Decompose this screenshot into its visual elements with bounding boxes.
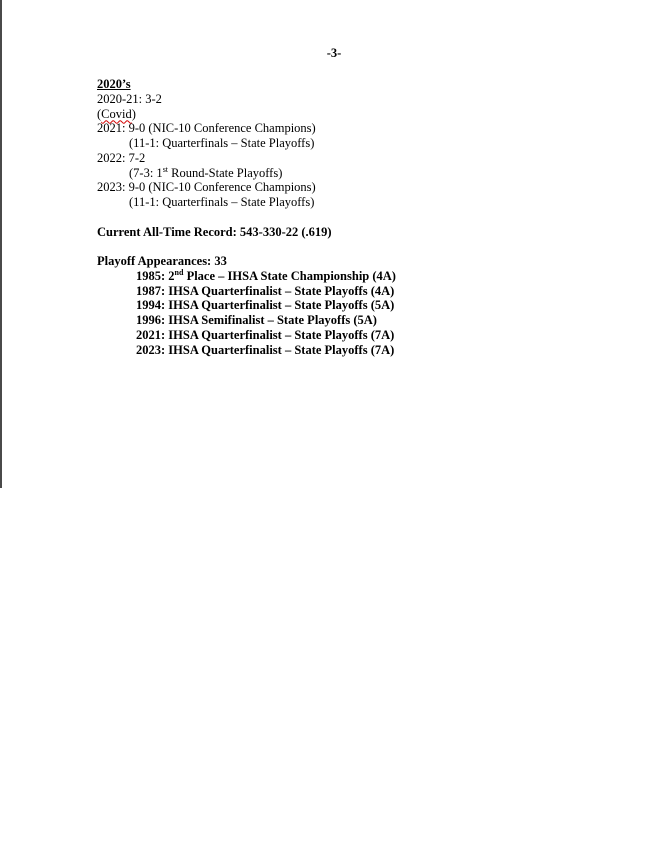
season-2023-detail: (11-1: Quarterfinals – State Playoffs) xyxy=(129,195,315,209)
season-2020-21-note: (Covid) xyxy=(97,106,136,121)
season-2022-detail-prefix: (7-3: 1 xyxy=(129,165,163,180)
playoff-highlight-1985 xyxy=(97,269,617,284)
spacer xyxy=(97,210,617,225)
playoff-highlight-2021: 2021: IHSA Quarterfinalist – State Playoffs (7A) xyxy=(136,327,395,342)
playoff-highlight-1985-prefix: 1985: 2 xyxy=(136,268,175,283)
season-2021-record: 2021: 9-0 (NIC-10 Conference Champions) xyxy=(97,121,316,136)
all-time-record: Current All-Time Record: 543-330-22 (.619) xyxy=(97,224,332,239)
season-2020-21-record: 2020-21: 3-2 xyxy=(97,91,162,106)
playoff-highlight-1994: 1994: IHSA Quarterfinalist – State Playoffs (5A) xyxy=(136,298,395,313)
playoff-highlight-1985-suffix: Place – IHSA State Championship (4A) xyxy=(183,268,396,283)
page-number: -3- xyxy=(326,46,342,60)
season-2022-detail-suffix: Round-State Playoffs) xyxy=(168,165,283,180)
season-2022-detail xyxy=(97,166,617,181)
spacer xyxy=(97,239,617,254)
playoff-highlight-1996: 1996: IHSA Semifinalist – State Playoffs (5A) xyxy=(136,313,377,327)
decade-heading: 2020’s xyxy=(97,77,131,91)
season-2022-record: 2022: 7-2 xyxy=(97,150,146,165)
season-2022-detail-sup: st xyxy=(162,164,169,174)
playoff-appearances-heading: Playoff Appearances: 33 xyxy=(97,254,227,268)
page-left-edge xyxy=(0,0,2,488)
season-2023-record: 2023: 9-0 (NIC-10 Conference Champions) xyxy=(97,180,316,195)
playoff-highlight-1987: 1987: IHSA Quarterfinalist – State Playoffs (4A) xyxy=(136,283,395,298)
covid-word: Covid xyxy=(101,106,132,121)
season-2021-detail: (11-1: Quarterfinals – State Playoffs) xyxy=(129,136,315,150)
document-body xyxy=(97,77,617,357)
playoff-highlight-1985-sup: nd xyxy=(174,267,184,277)
playoff-highlight-2023: 2023: IHSA Quarterfinalist – State Playoffs (7A) xyxy=(136,342,395,357)
